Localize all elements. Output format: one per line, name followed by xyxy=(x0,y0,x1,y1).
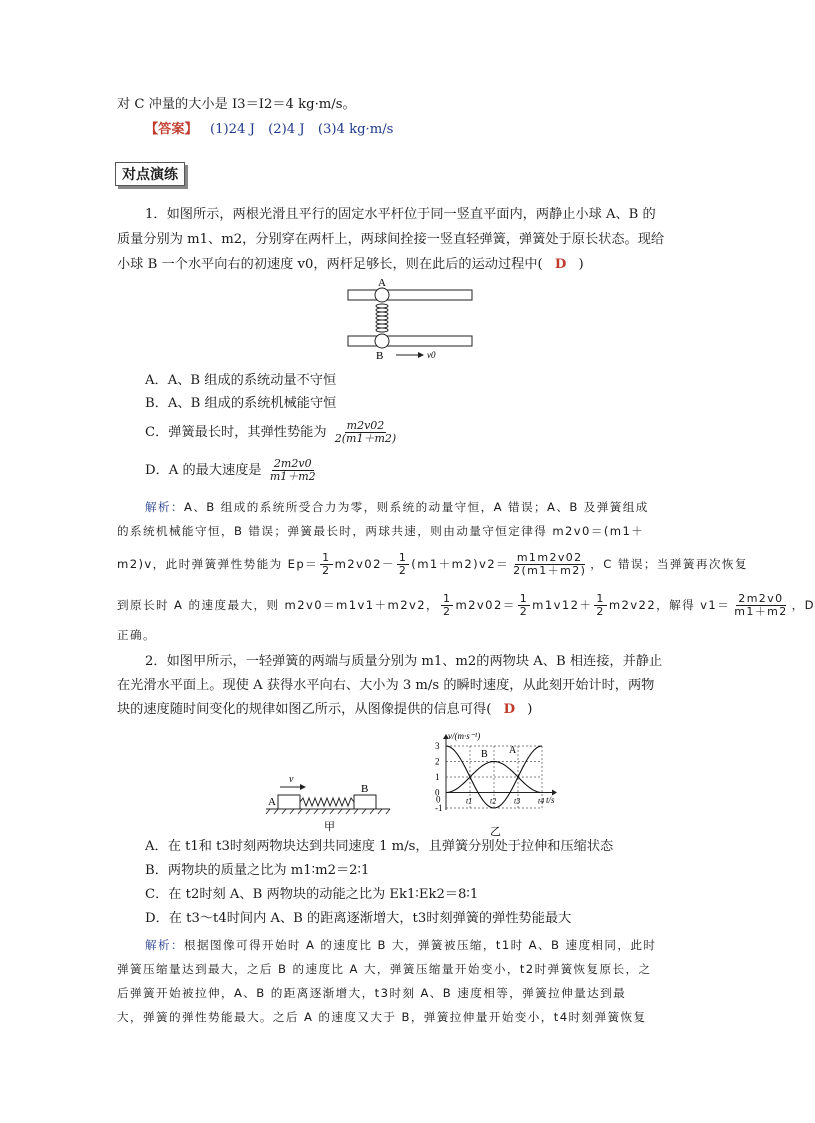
q1-option-c-fraction: $\frac{m2v02}{2(m1+m2)}$ xyxy=(334,419,397,445)
lower-rod xyxy=(348,336,472,346)
graph-curve-label-a: A xyxy=(509,745,517,756)
label-a: A xyxy=(378,277,386,289)
x-tick-label: t2 xyxy=(490,796,497,806)
q1-analysis-3: m2)v，此时弹簧弹性势能为 Ep＝ $\frac{1}{2}$ m2v02－ $\frac{1}{2}$ (m1＋m2)v2＝ $\frac{m1m2v02}{2(m1+m2)}$ ，C 错误；当弹簧再次恢复 xyxy=(117,551,748,577)
q1-analysis-1: 解析：A、B 组成的系统所受合力为零，则系统的动量守恒，A 错误；A、B 及弹簧组成 xyxy=(145,500,649,514)
block-a xyxy=(278,795,300,809)
velocity-arrowhead xyxy=(418,352,424,358)
q1-option-c: C．弹簧最长时，其弹性势能为 $\frac{m2v02}{2(m1+m2)}$ xyxy=(145,419,397,445)
q2-option-c: C．在 t2时刻 A、B 两物块的动能之比为 Ek1∶Ek2＝8∶1 xyxy=(145,887,479,902)
ground-hatch xyxy=(266,809,390,814)
q2-stem-3: 块的速度随时间变化的规律如图乙所示，从图像提供的信息可得( D ) xyxy=(117,702,533,717)
graph-caption-yi: 乙 xyxy=(490,826,501,838)
jia-v-arrowhead xyxy=(300,784,306,790)
graph-xlabel: t/s xyxy=(546,795,555,805)
q2-figure-jia xyxy=(262,770,396,832)
jia-b-label: B xyxy=(361,783,369,795)
y-tick-label: -1 xyxy=(435,803,443,813)
q2-analysis-4: 大，弹簧的弹性势能最大。之后 A 的速度又大于 B，弹簧拉伸量开始变小，t4时刻弹簧恢复 xyxy=(117,1010,647,1024)
section-title: 对点演练 xyxy=(115,162,185,186)
q1-analysis-2: 的系统机械能守恒，B 错误；弹簧最长时，两球共速，则由动量守恒定律得 m2v0＝(m1＋ xyxy=(117,524,645,538)
q1-answer: D xyxy=(554,257,567,272)
label-b: B xyxy=(376,350,384,362)
q1-figure xyxy=(340,278,480,366)
y-tick-label: 0 xyxy=(435,787,440,798)
jia-a-label: A xyxy=(268,796,276,808)
q1-option-b: B．A、B 组成的系统机械能守恒 xyxy=(145,396,337,411)
q1-option-d-fraction: $\frac{2m2v0}{m1+m2}$ xyxy=(269,457,316,483)
y-tick-label: 3 xyxy=(435,741,440,751)
spring xyxy=(376,304,388,332)
q2-analysis-1: 解析：根据图像可得开始时 A 的速度比 B 大，弹簧被压缩，t1时 A、B 速度相同，此时 xyxy=(145,938,657,952)
origin-label: 0 xyxy=(436,794,441,805)
q1-option-d: D．A 的最大速度是 $\frac{2m2v0}{m1+m2}$ xyxy=(145,457,316,483)
q2-stem-2: 在光滑水平面上。现使 A 获得水平向右、大小为 3 m/s 的瞬时速度，从此刻开始计时，两物 xyxy=(117,678,655,693)
q1-option-a: A．A、B 组成的系统动量不守恒 xyxy=(145,373,337,388)
upper-rod xyxy=(348,290,472,300)
q2-option-d: D．在 t3～t4时间内 A、B 的距离逐渐增大，t3时刻弹簧的弹性势能最大 xyxy=(145,911,572,926)
q2-answer: D xyxy=(503,702,516,717)
answer-text: (1)24 J (2)4 J (3)4 kg·m/s xyxy=(209,122,394,137)
q1-stem-3: 小球 B 一个水平向右的初速度 v0，两杆足够长，则在此后的运动过程中( D ) xyxy=(117,257,584,272)
q1-stem-1: 1．如图所示，两根光滑且平行的固定水平杆位于同一竖直平面内，两静止小球 A、B 的 xyxy=(145,207,656,222)
answer-tag: 【答案】 xyxy=(145,122,198,137)
block-b xyxy=(354,795,376,809)
ball-b xyxy=(375,334,389,348)
q2-stem-1: 2．如图甲所示，一轻弹簧的两端与质量分别为 m1、m2的两物块 A、B 相连接，并静止 xyxy=(145,654,663,669)
q2-option-a: A．在 t1和 t3时刻两物块达到共同速度 1 m/s，且弹簧分别处于拉伸和压缩状态 xyxy=(145,839,614,854)
q2-figure-yi xyxy=(418,728,568,838)
jia-spring xyxy=(300,798,354,806)
x-tick-label: t3 xyxy=(514,796,521,806)
jia-v-label: v xyxy=(289,774,294,785)
q2-option-b: B．两物块的质量之比为 m1∶m2＝2∶1 xyxy=(145,863,370,878)
graph-curve-label-b: B xyxy=(481,749,488,760)
q1-analysis-5: 正确。 xyxy=(117,628,156,642)
graph-ylabel: v/(m·s⁻¹) xyxy=(448,731,481,741)
q1-analysis-4: 到原长时 A 的速度最大，则 m2v0＝m1v1＋m2v2， $\frac{1}{2}$ m2v02＝ $\frac{1}{2}$ m1v12＋ $\frac{1}{2}$ m2v22，解得 v1＝ $\frac{2m2v0}{m1+m2}$ ，D xyxy=(117,592,815,618)
ball-a xyxy=(375,288,389,302)
y-tick-label: 2 xyxy=(435,756,440,767)
jia-caption: 甲 xyxy=(324,821,335,833)
y-tick-label: 1 xyxy=(435,772,440,782)
q1-stem-2: 质量分别为 m1、m2，分别穿在两杆上，两球间拴接一竖直轻弹簧，弹簧处于原长状态。现给 xyxy=(117,232,665,247)
x-tick-label: t1 xyxy=(466,796,473,806)
x-tick-label: t4 xyxy=(538,796,545,806)
q2-analysis-2: 弹簧压缩量达到最大，之后 B 的速度比 A 大，弹簧压缩量开始变小，t2时弹簧恢复原长，之 xyxy=(117,962,652,976)
label-v0: v0 xyxy=(427,350,436,360)
intro-line: 对 C 冲量的大小是 I3＝I2＝4 kg·m/s。 xyxy=(117,97,356,112)
q2-analysis-3: 后弹簧开始被拉伸，A、B 的距离逐渐增大，t3时刻 A、B 速度相等，弹簧拉伸量达到最 xyxy=(117,986,627,1000)
answer-line xyxy=(145,121,393,139)
